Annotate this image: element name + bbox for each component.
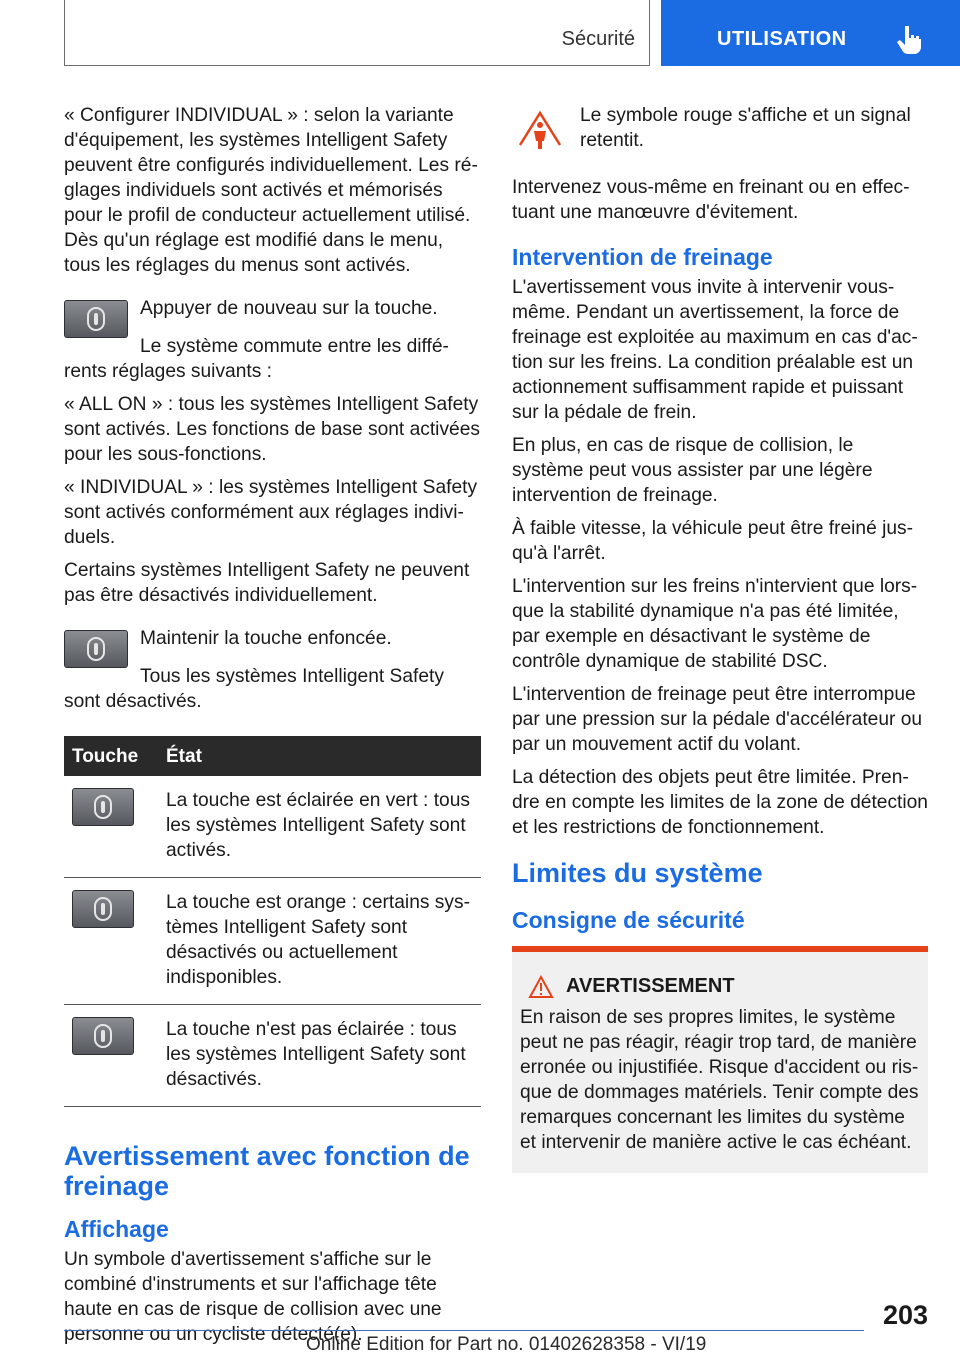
paragraph-configure-individual: « Configurer INDIVIDUAL » : selon la variante d'équipement, les systèmes Intelligent Safety peuvent être configurés individuellement. Les réglages individuels sont activés et mémorisés pour le profil de conducteur actuellement utilisé. Dès qu'un réglage est modifié dans le menu, tous les réglages du menus sont activés. [64,105,478,276]
step1b-text: Le système commute entre les différents réglages suivants : [64,336,449,382]
step1-text: Appuyer de nouveau sur la touche. [140,298,438,319]
header-chapter-box [661,0,960,66]
paragraph-braking-1: L'avertissement vous invite à intervenir vous-même. Pendant un avertissement, la force de freinage est exploitée au maximum en cas d'action sur les freins. La condition préalable est un actionnement suffisamment rapide et puissant sur la pédale de frein. [512,277,918,423]
paragraph-braking-2: En plus, en cas de risque de collision, le système peut vous assister par une légère intervention de freinage. [512,435,873,506]
step-press-again [64,296,481,338]
warning-triangle-icon [528,975,554,999]
pointing-hand-icon [895,24,925,54]
heading-safety-note: Consigne de sécurité [512,907,745,933]
header-section-box [64,0,650,66]
heading-warning-braking: Avertissement avec fonction de freinage [64,1141,470,1201]
paragraph-all-on: « ALL ON » : tous les systèmes Intelligent Safety sont activés. Les fonctions de base sont activées pour les sous-fonctions. [64,394,480,465]
paragraph-braking-6: La détection des objets peut être limitée. Prendre en compte les limites de la zone de détection et les restrictions de fonctionnement. [512,767,928,838]
warning-box [512,946,928,1173]
button-state-table [64,736,481,1107]
table-cell-state: La touche n'est pas éclairée : tous les systèmes Intelligent Safety sont désactivés. [158,1005,481,1107]
warning-text: En raison de ses propres limites, le système peut ne pas réagir, réagir trop tard, de manière erronée ou injustifiée. Risque d'accident ou risque de dommages matériels. Tenir compte des remarques concernant les limites du système et intervenir de manière active le cas échéant. [520,1007,919,1153]
warning-title: AVERTISSEMENT [566,975,735,997]
paragraph-braking-4: L'intervention sur les freins n'intervient que lorsque la stabilité dynamique n'a pas été limitée, par exemple en désactivant le système de contrôle dynamique de stabilité DSC. [512,576,918,672]
footer-edition: Online Edition for Part no. 01402628358 - VI/19 [306,1334,707,1355]
paragraph-braking-3: À faible vitesse, la véhicule peut être freiné jusqu'à l'arrêt. [512,518,914,564]
right-column [512,103,928,1173]
paragraph-braking-5: L'intervention de freinage peut être interrompue par une pression sur la pédale d'accélérateur ou par un mouvement actif du volant. [512,684,923,755]
paragraph-display: Un symbole d'avertissement s'affiche sur le combiné d'instruments et sur l'affichage tête haute en cas de risque de collision avec une personne ou un cycliste détecté(e). [64,1249,442,1345]
table-cell-state: La touche est orange : certains systèmes Intelligent Safety sont désactivés ou actuellement indisponibles. [158,878,481,1005]
chapter-title: UTILISATION [717,28,847,50]
table-cell-state: La touche est éclairée en vert : tous les systèmes Intelligent Safety sont activés. [158,776,481,878]
step2-text: Maintenir la touche enfoncée. [140,628,392,649]
button-green-icon [72,788,134,826]
heading-braking-intervention: Intervention de freinage [512,244,773,270]
table-row [64,1005,481,1107]
button-orange-icon [72,890,134,928]
table-row [64,776,481,878]
step2b-text: Tous les systèmes Intelligent Safety sont désactivés. [64,666,444,712]
intelligent-safety-button-icon [64,630,128,668]
heading-system-limits: Limites du système [512,858,763,888]
paragraph-intervene: Intervenez vous-même en freinant ou en effectuant une manœuvre d'évitement. [512,177,910,223]
button-off-icon [72,1017,134,1055]
table-row [64,878,481,1005]
table-header-state: État [158,736,481,776]
table-header-button: Touche [64,736,158,776]
warn-symbol-text: Le symbole rouge s'affiche et un signal retentit. [580,105,911,151]
heading-display: Affichage [64,1216,169,1242]
paragraph-individual: « INDIVIDUAL » : les systèmes Intelligent Safety sont activés conformément aux réglages individuels. [64,477,478,548]
page-number: 203 [882,1300,928,1330]
left-column [64,103,481,1355]
pedestrian-warning-icon [512,105,568,161]
step-hold-button [64,626,481,668]
section-title: Sécurité [561,28,635,50]
intelligent-safety-button-icon [64,300,128,338]
pedestrian-warning-row [512,103,928,161]
footer-divider [64,1330,864,1331]
paragraph-cannot-deactivate: Certains systèmes Intelligent Safety ne peuvent pas être désactivés individuellement. [64,560,470,606]
